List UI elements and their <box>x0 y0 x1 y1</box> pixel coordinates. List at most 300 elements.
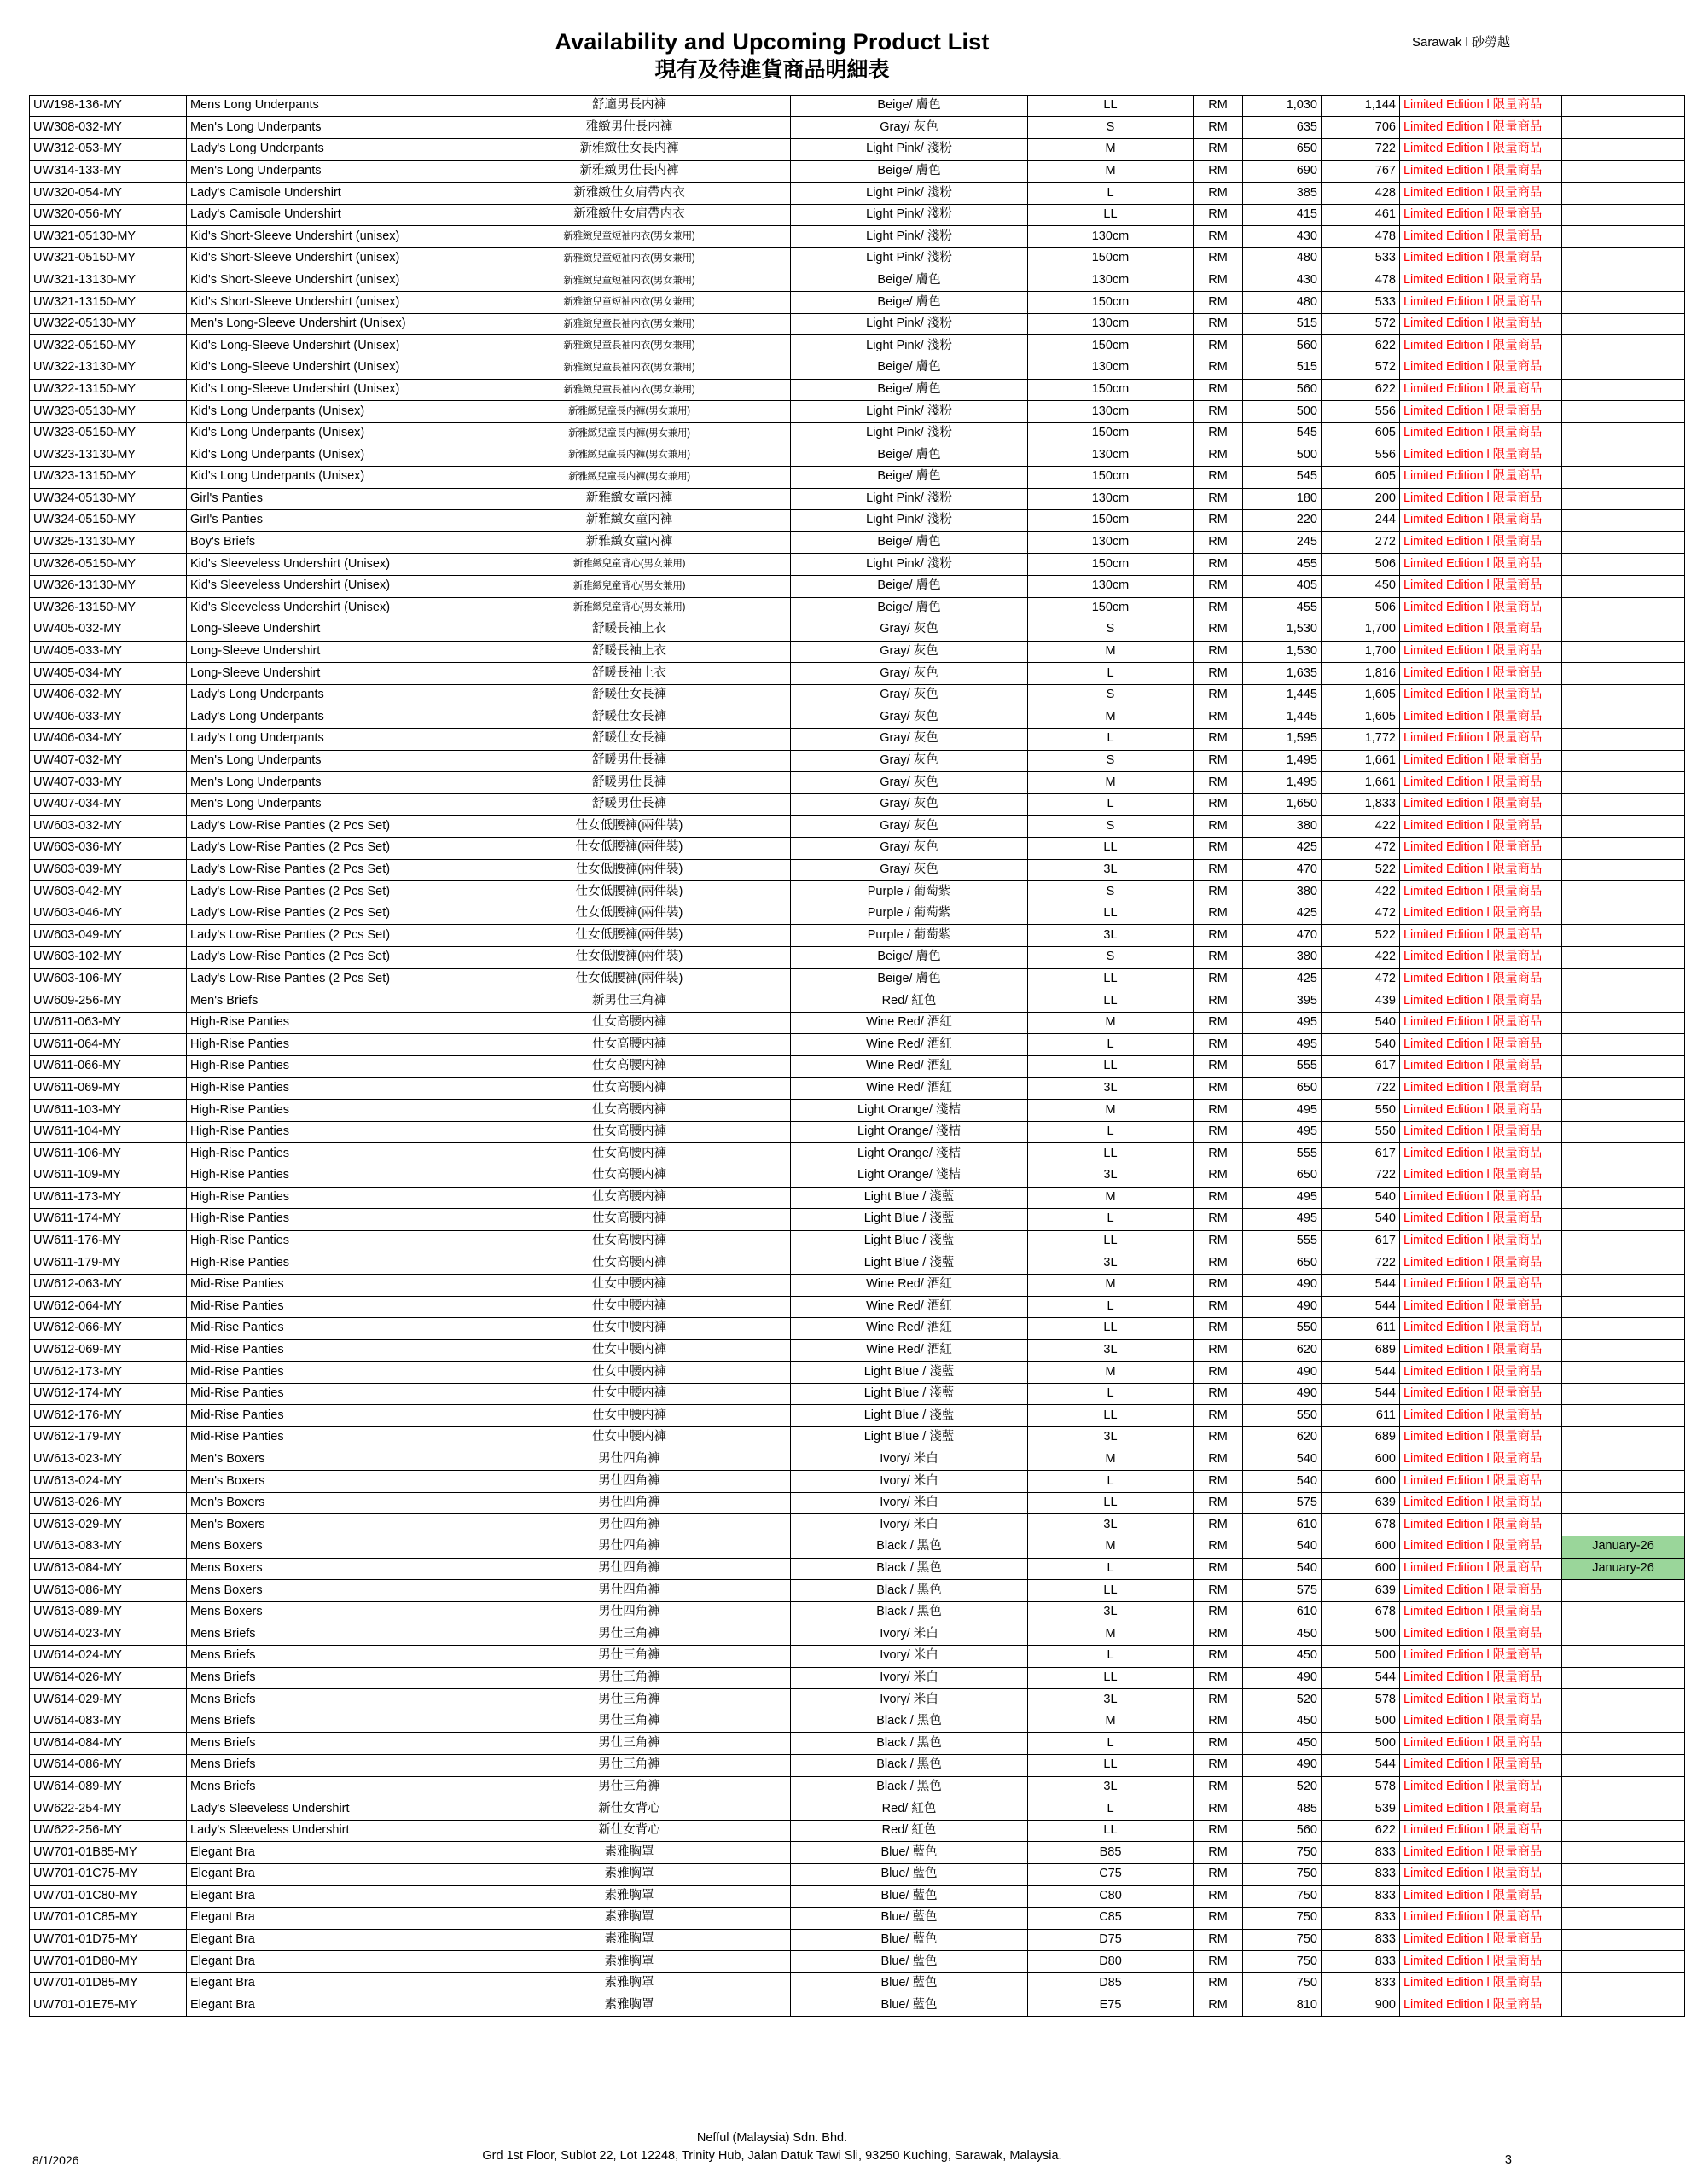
product-code-cell: UW603-049-MY <box>30 925 187 947</box>
product-size-cell: 130cm <box>1028 313 1194 335</box>
product-size-cell: LL <box>1028 903 1194 925</box>
product-name-en-cell: High-Rise Panties <box>187 1187 468 1209</box>
product-color-cell: Light Pink/ 淺粉 <box>791 554 1028 576</box>
limited-edition-note-cell: Limited Edition l 限量商品 <box>1400 1536 1562 1559</box>
availability-month-cell <box>1562 466 1685 488</box>
product-code-cell: UW612-063-MY <box>30 1274 187 1296</box>
currency-cell: RM <box>1194 401 1243 423</box>
limited-edition-note-cell: Limited Edition l 限量商品 <box>1400 1711 1562 1733</box>
currency-cell: RM <box>1194 1646 1243 1668</box>
price-member-cell: 1,495 <box>1243 750 1322 772</box>
table-row <box>30 838 1685 860</box>
currency-cell: RM <box>1194 554 1243 576</box>
product-size-cell: S <box>1028 684 1194 706</box>
product-size-cell: 3L <box>1028 859 1194 881</box>
availability-month-cell <box>1562 1754 1685 1776</box>
product-name-zh-cell: 仕女高腰内褲 <box>468 1034 791 1056</box>
currency-cell: RM <box>1194 139 1243 161</box>
availability-month-cell <box>1562 575 1685 597</box>
product-name-en-cell: Men's Boxers <box>187 1514 468 1536</box>
product-code-cell: UW613-083-MY <box>30 1536 187 1559</box>
product-color-cell: Red/ 紅色 <box>791 1820 1028 1842</box>
product-color-cell: Beige/ 膚色 <box>791 968 1028 990</box>
availability-month-cell <box>1562 531 1685 554</box>
availability-month-cell <box>1562 1274 1685 1296</box>
product-name-zh-cell: 舒暖長袖上衣 <box>468 663 791 685</box>
price-retail-cell: 500 <box>1322 1711 1400 1733</box>
price-member-cell: 490 <box>1243 1362 1322 1384</box>
price-member-cell: 495 <box>1243 1209 1322 1231</box>
limited-edition-note-cell: Limited Edition l 限量商品 <box>1400 1689 1562 1711</box>
limited-edition-note-cell: Limited Edition l 限量商品 <box>1400 401 1562 423</box>
price-member-cell: 540 <box>1243 1471 1322 1493</box>
price-member-cell: 180 <box>1243 488 1322 510</box>
limited-edition-note-cell: Limited Edition l 限量商品 <box>1400 619 1562 642</box>
product-color-cell: Light Pink/ 淺粉 <box>791 313 1028 335</box>
price-member-cell: 480 <box>1243 292 1322 314</box>
product-color-cell: Light Pink/ 淺粉 <box>791 204 1028 226</box>
price-retail-cell: 722 <box>1322 139 1400 161</box>
product-name-zh-cell: 素雅胸罩 <box>468 1972 791 1995</box>
product-name-en-cell: Mid-Rise Panties <box>187 1318 468 1340</box>
product-size-cell: M <box>1028 1449 1194 1471</box>
table-row <box>30 1121 1685 1143</box>
table-row <box>30 139 1685 161</box>
price-member-cell: 450 <box>1243 1623 1322 1646</box>
product-size-cell: B85 <box>1028 1842 1194 1864</box>
currency-cell: RM <box>1194 1601 1243 1623</box>
currency-cell: RM <box>1194 772 1243 794</box>
availability-month-cell <box>1562 1121 1685 1143</box>
availability-month-cell <box>1562 684 1685 706</box>
product-code-cell: UW614-083-MY <box>30 1711 187 1733</box>
product-color-cell: Wine Red/ 酒紅 <box>791 1339 1028 1362</box>
table-row <box>30 990 1685 1013</box>
product-size-cell: S <box>1028 117 1194 139</box>
product-code-cell: UW701-01B85-MY <box>30 1842 187 1864</box>
availability-month-cell <box>1562 183 1685 205</box>
product-code-cell: UW323-13130-MY <box>30 444 187 467</box>
table-row <box>30 379 1685 401</box>
product-name-en-cell: Mid-Rise Panties <box>187 1405 468 1427</box>
product-size-cell: M <box>1028 1187 1194 1209</box>
table-row <box>30 1318 1685 1340</box>
limited-edition-note-cell: Limited Edition l 限量商品 <box>1400 248 1562 270</box>
product-color-cell: Ivory/ 米白 <box>791 1689 1028 1711</box>
currency-cell: RM <box>1194 1252 1243 1275</box>
product-name-en-cell: Elegant Bra <box>187 1972 468 1995</box>
limited-edition-note-cell: Limited Edition l 限量商品 <box>1400 531 1562 554</box>
limited-edition-note-cell: Limited Edition l 限量商品 <box>1400 1339 1562 1362</box>
product-size-cell: D85 <box>1028 1972 1194 1995</box>
product-color-cell: Light Orange/ 淺桔 <box>791 1165 1028 1187</box>
availability-month-cell <box>1562 270 1685 292</box>
limited-edition-note-cell: Limited Edition l 限量商品 <box>1400 1055 1562 1077</box>
price-retail-cell: 1,700 <box>1322 619 1400 642</box>
product-code-cell: UW326-13150-MY <box>30 597 187 619</box>
limited-edition-note-cell: Limited Edition l 限量商品 <box>1400 1077 1562 1100</box>
table-row <box>30 1733 1685 1755</box>
product-color-cell: Black / 黑色 <box>791 1754 1028 1776</box>
limited-edition-note-cell: Limited Edition l 限量商品 <box>1400 575 1562 597</box>
price-member-cell: 245 <box>1243 531 1322 554</box>
product-name-zh-cell: 仕女高腰内褲 <box>468 1187 791 1209</box>
product-color-cell: Black / 黑色 <box>791 1580 1028 1602</box>
product-color-cell: Wine Red/ 酒紅 <box>791 1034 1028 1056</box>
product-code-cell: UW603-042-MY <box>30 881 187 903</box>
product-size-cell: LL <box>1028 990 1194 1013</box>
product-code-cell: UW701-01D80-MY <box>30 1951 187 1973</box>
availability-month-cell <box>1562 1863 1685 1885</box>
product-name-zh-cell: 新雅緻仕女肩帶内衣 <box>468 183 791 205</box>
product-size-cell: 130cm <box>1028 270 1194 292</box>
product-color-cell: Gray/ 灰色 <box>791 117 1028 139</box>
limited-edition-note-cell: Limited Edition l 限量商品 <box>1400 204 1562 226</box>
product-size-cell: D80 <box>1028 1951 1194 1973</box>
availability-month-cell <box>1562 1711 1685 1733</box>
product-size-cell: 3L <box>1028 1689 1194 1711</box>
price-retail-cell: 722 <box>1322 1165 1400 1187</box>
product-name-zh-cell: 仕女低腰褲(兩件裝) <box>468 838 791 860</box>
product-name-zh-cell: 男仕三角褲 <box>468 1711 791 1733</box>
price-retail-cell: 767 <box>1322 160 1400 183</box>
product-color-cell: Beige/ 膚色 <box>791 531 1028 554</box>
price-retail-cell: 472 <box>1322 838 1400 860</box>
price-member-cell: 450 <box>1243 1646 1322 1668</box>
product-name-en-cell: Kid's Long Underpants (Unisex) <box>187 444 468 467</box>
product-code-cell: UW407-032-MY <box>30 750 187 772</box>
currency-cell: RM <box>1194 1754 1243 1776</box>
table-row <box>30 1646 1685 1668</box>
product-size-cell: L <box>1028 1798 1194 1821</box>
availability-month-cell <box>1562 793 1685 816</box>
product-size-cell: 150cm <box>1028 466 1194 488</box>
product-color-cell: Light Blue / 淺藍 <box>791 1405 1028 1427</box>
price-retail-cell: 639 <box>1322 1580 1400 1602</box>
product-name-en-cell: Mid-Rise Panties <box>187 1383 468 1405</box>
product-name-en-cell: High-Rise Panties <box>187 1055 468 1077</box>
product-name-zh-cell: 男仕三角褲 <box>468 1667 791 1689</box>
product-size-cell: L <box>1028 729 1194 751</box>
product-color-cell: Red/ 紅色 <box>791 990 1028 1013</box>
currency-cell: RM <box>1194 1143 1243 1165</box>
product-name-zh-cell: 新雅緻女童内褲 <box>468 510 791 532</box>
availability-month-cell <box>1562 1646 1685 1668</box>
price-retail-cell: 600 <box>1322 1536 1400 1559</box>
product-name-en-cell: Men's Long Underpants <box>187 117 468 139</box>
availability-month-cell <box>1562 1209 1685 1231</box>
limited-edition-note-cell: Limited Edition l 限量商品 <box>1400 1667 1562 1689</box>
product-code-cell: UW406-034-MY <box>30 729 187 751</box>
product-name-en-cell: Lady's Low-Rise Panties (2 Pcs Set) <box>187 881 468 903</box>
price-member-cell: 1,650 <box>1243 793 1322 816</box>
product-color-cell: Beige/ 膚色 <box>791 575 1028 597</box>
product-color-cell: Light Pink/ 淺粉 <box>791 335 1028 357</box>
product-code-cell: UW407-034-MY <box>30 793 187 816</box>
product-size-cell: 130cm <box>1028 401 1194 423</box>
product-name-zh-cell: 新雅緻兒童背心(男女兼用) <box>468 554 791 576</box>
product-size-cell: LL <box>1028 1580 1194 1602</box>
product-name-en-cell: Kid's Sleeveless Undershirt (Unisex) <box>187 597 468 619</box>
price-retail-cell: 533 <box>1322 292 1400 314</box>
currency-cell: RM <box>1194 1405 1243 1427</box>
product-name-en-cell: High-Rise Panties <box>187 1100 468 1122</box>
product-size-cell: S <box>1028 619 1194 642</box>
limited-edition-note-cell: Limited Edition l 限量商品 <box>1400 1296 1562 1318</box>
currency-cell: RM <box>1194 684 1243 706</box>
availability-month-cell <box>1562 1449 1685 1471</box>
product-name-zh-cell: 素雅胸罩 <box>468 1995 791 2017</box>
product-size-cell: 130cm <box>1028 357 1194 379</box>
product-name-en-cell: Mens Boxers <box>187 1536 468 1559</box>
currency-cell: RM <box>1194 1929 1243 1951</box>
product-name-en-cell: High-Rise Panties <box>187 1165 468 1187</box>
product-color-cell: Black / 黑色 <box>791 1536 1028 1559</box>
product-size-cell: S <box>1028 816 1194 838</box>
limited-edition-note-cell: Limited Edition l 限量商品 <box>1400 313 1562 335</box>
product-name-en-cell: Lady's Long Underpants <box>187 684 468 706</box>
price-member-cell: 490 <box>1243 1274 1322 1296</box>
product-size-cell: 150cm <box>1028 248 1194 270</box>
price-member-cell: 1,445 <box>1243 706 1322 729</box>
product-color-cell: Gray/ 灰色 <box>791 838 1028 860</box>
product-size-cell: 150cm <box>1028 335 1194 357</box>
price-member-cell: 380 <box>1243 947 1322 969</box>
product-name-zh-cell: 新雅緻兒童長袖内衣(男女兼用) <box>468 357 791 379</box>
product-code-cell: UW613-026-MY <box>30 1492 187 1514</box>
price-member-cell: 1,030 <box>1243 95 1322 117</box>
product-size-cell: L <box>1028 1296 1194 1318</box>
availability-month-cell: January-26 <box>1562 1558 1685 1580</box>
currency-cell: RM <box>1194 619 1243 642</box>
limited-edition-note-cell: Limited Edition l 限量商品 <box>1400 444 1562 467</box>
price-member-cell: 1,495 <box>1243 772 1322 794</box>
product-name-en-cell: Elegant Bra <box>187 1995 468 2017</box>
availability-month-cell <box>1562 379 1685 401</box>
product-name-zh-cell: 新男仕三角褲 <box>468 990 791 1013</box>
product-code-cell: UW323-13150-MY <box>30 466 187 488</box>
limited-edition-note-cell: Limited Edition l 限量商品 <box>1400 968 1562 990</box>
price-member-cell: 1,530 <box>1243 641 1322 663</box>
availability-month-cell <box>1562 816 1685 838</box>
product-color-cell: Beige/ 膚色 <box>791 160 1028 183</box>
price-member-cell: 690 <box>1243 160 1322 183</box>
currency-cell: RM <box>1194 292 1243 314</box>
price-retail-cell: 1,833 <box>1322 793 1400 816</box>
price-member-cell: 750 <box>1243 1908 1322 1930</box>
product-name-en-cell: Kid's Sleeveless Undershirt (Unisex) <box>187 575 468 597</box>
product-name-zh-cell: 仕女中腰内褲 <box>468 1427 791 1449</box>
product-name-en-cell: Mens Boxers <box>187 1558 468 1580</box>
currency-cell: RM <box>1194 444 1243 467</box>
table-row <box>30 488 1685 510</box>
limited-edition-note-cell: Limited Edition l 限量商品 <box>1400 1995 1562 2017</box>
availability-month-cell: January-26 <box>1562 1536 1685 1559</box>
price-retail-cell: 572 <box>1322 357 1400 379</box>
availability-month-cell <box>1562 1689 1685 1711</box>
product-size-cell: 3L <box>1028 1514 1194 1536</box>
product-size-cell: M <box>1028 1536 1194 1559</box>
availability-month-cell <box>1562 1995 1685 2017</box>
product-size-cell: 3L <box>1028 1601 1194 1623</box>
table-row <box>30 1885 1685 1908</box>
limited-edition-note-cell: Limited Edition l 限量商品 <box>1400 335 1562 357</box>
product-code-cell: UW701-01C75-MY <box>30 1863 187 1885</box>
availability-month-cell <box>1562 1362 1685 1384</box>
product-color-cell: Beige/ 膚色 <box>791 444 1028 467</box>
product-name-zh-cell: 新雅緻兒童短袖内衣(男女兼用) <box>468 248 791 270</box>
product-color-cell: Wine Red/ 酒紅 <box>791 1318 1028 1340</box>
product-code-cell: UW701-01C85-MY <box>30 1908 187 1930</box>
table-row <box>30 816 1685 838</box>
currency-cell: RM <box>1194 1623 1243 1646</box>
table-row <box>30 1820 1685 1842</box>
product-name-zh-cell: 仕女中腰内褲 <box>468 1296 791 1318</box>
product-color-cell: Beige/ 膚色 <box>791 379 1028 401</box>
price-retail-cell: 540 <box>1322 1187 1400 1209</box>
product-color-cell: Purple / 葡萄紫 <box>791 925 1028 947</box>
product-name-zh-cell: 男仕三角褲 <box>468 1689 791 1711</box>
price-retail-cell: 605 <box>1322 422 1400 444</box>
currency-cell: RM <box>1194 1187 1243 1209</box>
table-row <box>30 1972 1685 1995</box>
product-name-zh-cell: 仕女高腰内褲 <box>468 1012 791 1034</box>
product-name-en-cell: Lady's Low-Rise Panties (2 Pcs Set) <box>187 968 468 990</box>
price-member-cell: 650 <box>1243 1252 1322 1275</box>
product-name-zh-cell: 雅緻男仕長内褲 <box>468 117 791 139</box>
availability-month-cell <box>1562 597 1685 619</box>
price-retail-cell: 556 <box>1322 401 1400 423</box>
product-name-en-cell: Kid's Long-Sleeve Undershirt (Unisex) <box>187 357 468 379</box>
currency-cell: RM <box>1194 1951 1243 1973</box>
product-code-cell: UW614-084-MY <box>30 1733 187 1755</box>
product-name-en-cell: Lady's Low-Rise Panties (2 Pcs Set) <box>187 816 468 838</box>
price-retail-cell: 611 <box>1322 1405 1400 1427</box>
product-size-cell: LL <box>1028 1230 1194 1252</box>
price-member-cell: 555 <box>1243 1143 1322 1165</box>
product-name-en-cell: Mens Briefs <box>187 1689 468 1711</box>
product-size-cell: D75 <box>1028 1929 1194 1951</box>
table-row <box>30 335 1685 357</box>
product-color-cell: Gray/ 灰色 <box>791 663 1028 685</box>
limited-edition-note-cell: Limited Edition l 限量商品 <box>1400 357 1562 379</box>
table-row <box>30 947 1685 969</box>
product-name-zh-cell: 新雅緻兒童長内褲(男女兼用) <box>468 401 791 423</box>
product-code-cell: UW198-136-MY <box>30 95 187 117</box>
limited-edition-note-cell: Limited Edition l 限量商品 <box>1400 1187 1562 1209</box>
product-color-cell: Black / 黑色 <box>791 1711 1028 1733</box>
product-size-cell: M <box>1028 1274 1194 1296</box>
availability-month-cell <box>1562 1842 1685 1864</box>
product-name-en-cell: Kid's Long-Sleeve Undershirt (Unisex) <box>187 335 468 357</box>
price-member-cell: 450 <box>1243 1711 1322 1733</box>
product-color-cell: Gray/ 灰色 <box>791 641 1028 663</box>
table-row <box>30 1689 1685 1711</box>
availability-month-cell <box>1562 1798 1685 1821</box>
currency-cell: RM <box>1194 1580 1243 1602</box>
product-name-en-cell: Mens Briefs <box>187 1733 468 1755</box>
product-size-cell: S <box>1028 947 1194 969</box>
limited-edition-note-cell: Limited Edition l 限量商品 <box>1400 1972 1562 1995</box>
product-code-cell: UW611-176-MY <box>30 1230 187 1252</box>
product-name-en-cell: Men's Long Underpants <box>187 772 468 794</box>
availability-month-cell <box>1562 1601 1685 1623</box>
product-name-en-cell: Kid's Long Underpants (Unisex) <box>187 401 468 423</box>
product-color-cell: Light Pink/ 淺粉 <box>791 510 1028 532</box>
table-row <box>30 183 1685 205</box>
product-name-zh-cell: 新雅緻兒童長内褲(男女兼用) <box>468 422 791 444</box>
product-name-en-cell: Lady's Camisole Undershirt <box>187 183 468 205</box>
product-color-cell: Ivory/ 米白 <box>791 1514 1028 1536</box>
product-code-cell: UW613-084-MY <box>30 1558 187 1580</box>
price-member-cell: 1,635 <box>1243 663 1322 685</box>
price-member-cell: 540 <box>1243 1536 1322 1559</box>
limited-edition-note-cell: Limited Edition l 限量商品 <box>1400 597 1562 619</box>
currency-cell: RM <box>1194 1689 1243 1711</box>
product-name-en-cell: Mens Briefs <box>187 1646 468 1668</box>
product-name-zh-cell: 新雅緻女童内褲 <box>468 488 791 510</box>
product-code-cell: UW405-033-MY <box>30 641 187 663</box>
table-row <box>30 1034 1685 1056</box>
product-name-en-cell: Mid-Rise Panties <box>187 1362 468 1384</box>
limited-edition-note-cell: Limited Edition l 限量商品 <box>1400 422 1562 444</box>
product-code-cell: UW613-024-MY <box>30 1471 187 1493</box>
product-size-cell: L <box>1028 1034 1194 1056</box>
availability-month-cell <box>1562 554 1685 576</box>
product-name-zh-cell: 男仕三角褲 <box>468 1623 791 1646</box>
product-size-cell: 3L <box>1028 1165 1194 1187</box>
product-name-zh-cell: 仕女中腰内褲 <box>468 1339 791 1362</box>
product-name-en-cell: Mens Boxers <box>187 1580 468 1602</box>
availability-month-cell <box>1562 1492 1685 1514</box>
product-size-cell: 150cm <box>1028 292 1194 314</box>
table-row <box>30 1863 1685 1885</box>
price-retail-cell: 550 <box>1322 1121 1400 1143</box>
currency-cell: RM <box>1194 881 1243 903</box>
limited-edition-note-cell: Limited Edition l 限量商品 <box>1400 1798 1562 1821</box>
availability-month-cell <box>1562 1951 1685 1973</box>
table-row <box>30 270 1685 292</box>
table-row <box>30 226 1685 248</box>
currency-cell: RM <box>1194 990 1243 1013</box>
product-name-en-cell: High-Rise Panties <box>187 1034 468 1056</box>
product-name-zh-cell: 新仕女背心 <box>468 1798 791 1821</box>
table-row <box>30 1492 1685 1514</box>
limited-edition-note-cell: Limited Edition l 限量商品 <box>1400 226 1562 248</box>
product-color-cell: Wine Red/ 酒紅 <box>791 1012 1028 1034</box>
product-color-cell: Gray/ 灰色 <box>791 816 1028 838</box>
price-member-cell: 425 <box>1243 968 1322 990</box>
product-size-cell: LL <box>1028 204 1194 226</box>
page-title-english: Availability and Upcoming Product List <box>555 29 990 55</box>
currency-cell: RM <box>1194 1296 1243 1318</box>
product-code-cell: UW612-069-MY <box>30 1339 187 1362</box>
availability-month-cell <box>1562 772 1685 794</box>
availability-month-cell <box>1562 95 1685 117</box>
price-member-cell: 490 <box>1243 1754 1322 1776</box>
price-member-cell: 495 <box>1243 1100 1322 1122</box>
product-color-cell: Black / 黑色 <box>791 1558 1028 1580</box>
limited-edition-note-cell: Limited Edition l 限量商品 <box>1400 1929 1562 1951</box>
currency-cell: RM <box>1194 1034 1243 1056</box>
product-code-cell: UW322-13130-MY <box>30 357 187 379</box>
price-member-cell: 610 <box>1243 1514 1322 1536</box>
price-member-cell: 495 <box>1243 1034 1322 1056</box>
price-retail-cell: 1,144 <box>1322 95 1400 117</box>
currency-cell: RM <box>1194 1972 1243 1995</box>
page-title-chinese: 現有及待進貨商品明細表 <box>654 57 890 82</box>
product-size-cell: M <box>1028 1711 1194 1733</box>
